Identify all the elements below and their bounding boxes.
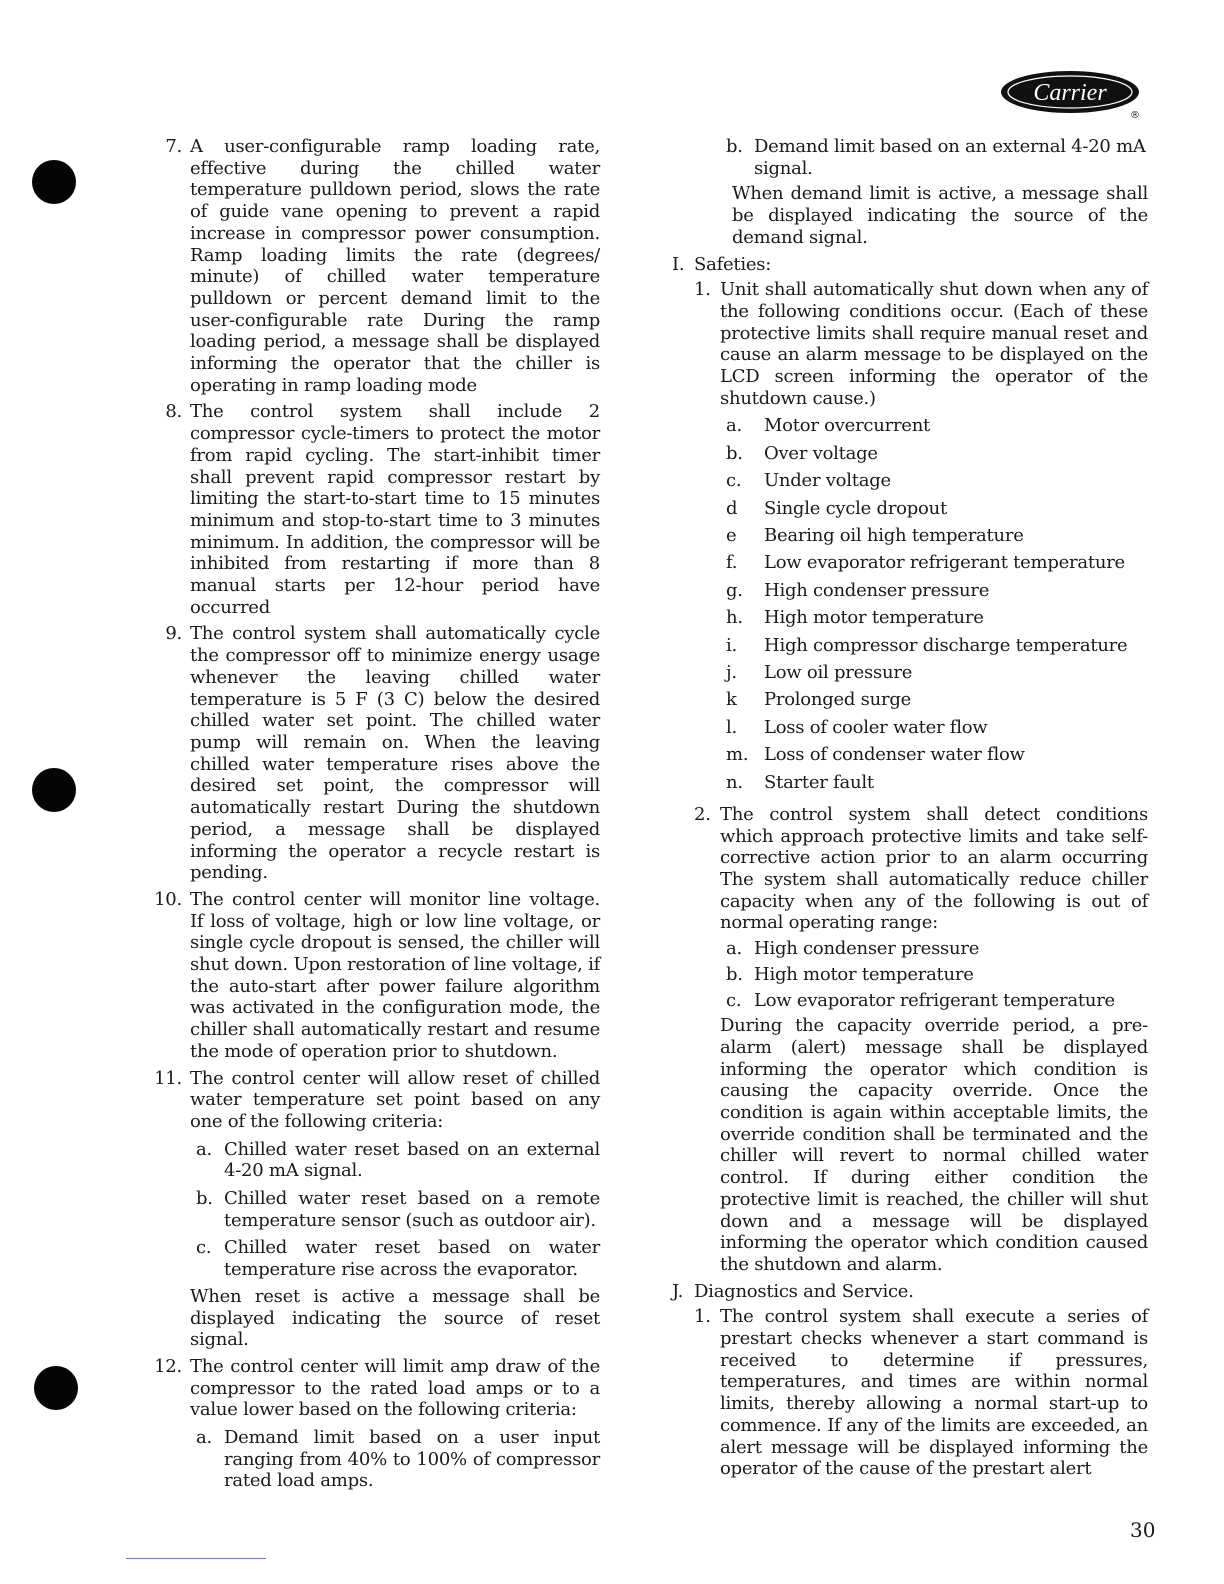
item-12-sub-b: b. Demand limit based on an external 4-20 mA signal. xyxy=(726,136,1146,179)
carrier-logo-text: Carrier xyxy=(1033,80,1107,106)
list-item: d Single cycle dropout xyxy=(726,497,947,519)
list-item: h. High motor temperature xyxy=(726,607,984,629)
list-item: g. High condenser pressure xyxy=(726,579,990,601)
diagnostics-1: 1. The control system shall execute a series of prestart checks whenever a start command is received to determine if pressures, temperatures, and times are within normal limits, thereby allowing a normal start-up to commence. If any of the limits are exceeded, an alert message will be displayed informing the operator of the cause of the prestart alert xyxy=(694,1306,1148,1480)
footer-rule xyxy=(126,1558,266,1559)
list-item: a. Motor overcurrent xyxy=(726,415,931,437)
safety-1: 1. Unit shall automatically shut down when any of the following conditions occur. (Each of these protective limits shall require manual reset and cause an alarm message to be displayed on the LCD screen informing the operator of the shutdown cause.) xyxy=(694,279,1148,409)
list-item: f. Low evaporator refrigerant temperature xyxy=(726,552,1125,574)
item-12-text: The control center will limit amp draw of the compressor to the rated load amps or to a value lower based on the following criteria: xyxy=(190,1355,600,1421)
override-item-c: c. Low evaporator refrigerant temperature xyxy=(726,989,1115,1011)
item-8: 8. The control system shall include 2 compressor cycle-timers to protect the motor from rapid cycling. The start-inhibit timer shall prevent rapid compressor restart by limiting the start-to-start time to 15 minutes minimum and stop-to-start time to 3 minutes minimum. In addition, the compressor will be inhibited from restarting if more than 8 manual starts per 12-hour period have occurred xyxy=(165,401,600,618)
item-9-text: The control system shall automatically cycle the compressor off to minimize energy usage whenever the leaving chilled water temperature is 5 F (3 C) below the desired chilled water set point. The chilled water pump will remain on. When the leaving chilled water temperature rises above the desired set point, the compressor will automatically restart During the shutdown period, a message shall be displayed informing the operator a recycle restart is pending. xyxy=(190,623,600,884)
section-i-heading: I. Safeties: xyxy=(672,253,772,275)
item-11-sub-a: a. Chilled water reset based on an external 4-20 mA signal. xyxy=(196,1138,600,1182)
item-7: 7. A user-configurable ramp loading rate, effective during the chilled water temperature pulldown period, slows the rate of guide vane opening to prevent a rapid increase in compressor power consumption. Ramp loading limits the rate (degrees/ minute) of chilled water temperature pulldown or percent demand limit to the user-configurable rate During the ramp loading period, a message shall be displayed informing the operator that the chiller is operating in ramp loading mode xyxy=(165,136,600,396)
item-11-sub-c: c. Chilled water reset based on water temperature rise across the evaporator. xyxy=(196,1237,600,1281)
override-item-b: b. High motor temperature xyxy=(726,963,974,985)
list-item: b. Over voltage xyxy=(726,442,878,464)
list-item: e Bearing oil high temperature xyxy=(726,525,1024,546)
right-column xyxy=(668,136,1148,1484)
item-8-text: The control system shall include 2 compressor cycle-timers to protect the motor from rapid cycling. The start-inhibit timer shall prevent rapid compressor restart by limiting the start-to-start time to 15 minutes minimum and stop-to-start time to 3 minutes minimum. In addition, the compressor will be inhibited from restarting if more than 8 manual starts per 12-hour period have occurred xyxy=(190,401,600,618)
override-item-a: a. High condenser pressure xyxy=(726,938,980,960)
list-item: c. Under voltage xyxy=(726,470,891,492)
section-j-heading: J. Diagnostics and Service. xyxy=(672,1280,914,1302)
item-10: 10. The control center will monitor line voltage. If loss of voltage, high or low line voltage, or single cycle dropout is sensed, the chiller will shut down. Upon restoration of line voltage, if the auto-start after power failure algorithm was activated in the configuration mode, the chiller shall automatically restart and resume the mode of operation prior to shutdown. xyxy=(154,888,600,1062)
safety-2: 2. The control system shall detect conditions which approach protective limits and take self-corrective action prior to an alarm occurring The system shall automatically reduce chiller capacity when any of the following is out of normal operating range: xyxy=(694,803,1148,934)
override-note: During the capacity override period, a pre-alarm (alert) message shall be displayed informing the operator which condition is causing the capacity override. Once the condition is again within acceptable limits, the override condition shall be terminated and the chiller will revert to normal chilled water control. If during either condition the protective limit is reached, the chiller will shut down and a message will be displayed informing the operator which condition caused the shutdown and alarm. xyxy=(720,1015,1148,1275)
list-item: n. Starter fault xyxy=(726,771,874,793)
shutdown-conditions-list xyxy=(668,415,1148,798)
list-item: l. Loss of cooler water flow xyxy=(726,716,988,738)
list-item: k Prolonged surge xyxy=(726,689,912,711)
binder-hole-middle xyxy=(32,768,76,812)
binder-hole-top xyxy=(32,160,76,204)
item-9: 9. The control system shall automatically cycle the compressor off to minimize energy usage whenever the leaving chilled water temperature is 5 F (3 C) below the desired chilled water set point. The chilled water pump will remain on. When the leaving chilled water temperature rises above the desired set point, the compressor will automatically restart During the shutdown period, a message shall be displayed informing the operator a recycle restart is pending. xyxy=(165,623,600,884)
item-11-reset-note: When reset is active a message shall be displayed indicating the source of reset signal. xyxy=(190,1285,600,1351)
list-item: m. Loss of condenser water flow xyxy=(726,744,1025,766)
left-column xyxy=(154,136,600,1497)
item-12: 12. The control center will limit amp draw of the compressor to the rated load amps or to a value lower based on the following criteria: a. Demand limit based on a user input ranging from 40% to 100% of compressor rated load amps. xyxy=(154,1355,600,1492)
demand-limit-note: When demand limit is active, a message shall be displayed indicating the source of the demand signal. xyxy=(732,183,1148,248)
carrier-logo xyxy=(1000,70,1140,114)
item-11: 11. The control center will allow reset of chilled water temperature set point based on any one of the following criteria: a. Chilled water reset based on an external 4-20 mA signal. b. Chilled water reset based on a remote temperature sensor (such as outdoor air). c. Chilled water reset based on water temperature rise across the evaporator. When reset is active a message shall be displayed indicating the source of reset signal. xyxy=(154,1067,600,1351)
page-number: 30 xyxy=(1130,1518,1156,1542)
list-item: j. Low oil pressure xyxy=(726,661,913,683)
item-12-sub-a: a. Demand limit based on a user input ranging from 40% to 100% of compressor rated load amps. xyxy=(196,1427,600,1492)
item-7-text: A user-configurable ramp loading rate, effective during the chilled water temperature pulldown period, slows the rate of guide vane opening to prevent a rapid increase in compressor power consumption. Ramp loading limits the rate (degrees/ minute) of chilled water temperature pulldown or percent demand limit to the user-configurable rate During the ramp loading period, a message shall be displayed informing the operator that the chiller is operating in ramp loading mode xyxy=(190,136,600,396)
registered-mark: ® xyxy=(1130,110,1140,121)
binder-hole-bottom xyxy=(34,1366,78,1410)
item-11-sub-b: b. Chilled water reset based on a remote temperature sensor (such as outdoor air). xyxy=(196,1188,600,1231)
list-item: i. High compressor discharge temperature xyxy=(726,634,1128,656)
item-11-text: The control center will allow reset of chilled water temperature set point based on any one of the following criteria: xyxy=(190,1067,600,1132)
item-10-text: The control center will monitor line voltage. If loss of voltage, high or low line voltage, or single cycle dropout is sensed, the chiller will shut down. Upon restoration of line voltage, if the auto-start after power failure algorithm was activated in the configuration mode, the chiller shall automatically restart and resume the mode of operation prior to shutdown. xyxy=(190,888,600,1062)
